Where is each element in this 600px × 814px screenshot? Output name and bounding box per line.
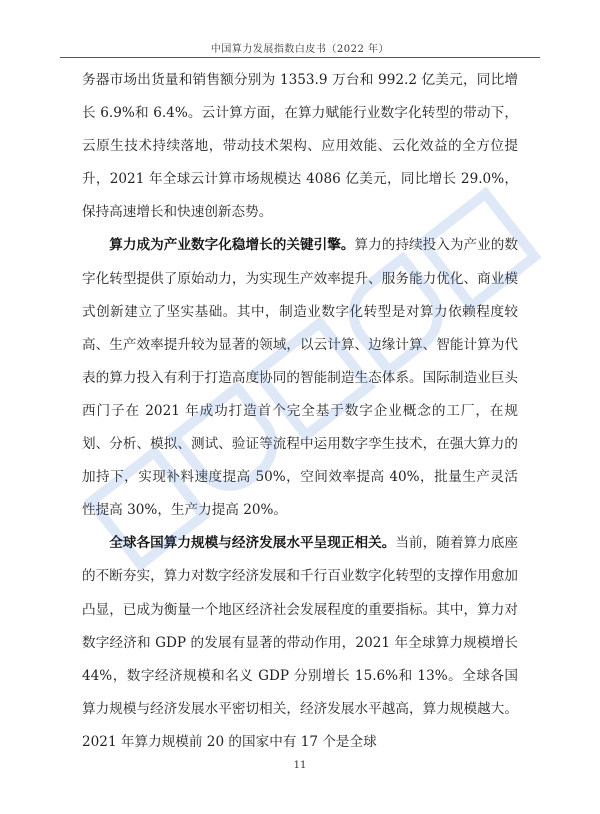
paragraph-2 xyxy=(82,229,518,527)
paragraph-2-text: 算力的持续投入为产业的数字化转型提供了原始动力，为实现生产效率提升、服务能力优化、商业模式创新建立了坚实基础。其中，制造业数字化转型是对算力依赖程度较高、生产效率提升较为显著的领域，以云计算、边缘计算、智能计算为代表的算力投入有利于打造高度协同的智能制造生态体系。国际制造业巨头西门子在 2021 年成功打造首个完全基于数字企业概念的工厂，在规划、分析、模拟、测试、验证等流程中运用数字孪生技术，在强大算力的加持下，实现补料速度提高 50%，空间效率提高 40%，批量生产灵活性提高 30%，生产力提高 20%。 xyxy=(82,237,519,519)
paragraph-1-text: 务器市场出货量和销售额分别为 1353.9 万台和 992.2 亿美元，同比增长 6.9%和 6.4%。云计算方面，在算力赋能行业数字化转型的带动下，云原生技术持续落地，带动技术架构、应用效能、云化效益的全方位提升，2021 年全球云计算市场规模达 4086 亿美元，同比增长 29.0%，保持高速增长和快速创新态势。 xyxy=(82,72,518,221)
paragraph-1 xyxy=(82,64,518,229)
paragraph-3 xyxy=(82,527,518,759)
body-text xyxy=(82,64,518,759)
paragraph-3-text: 当前，随着算力底座的不断夯实，算力对数字经济发展和千行百业数字化转型的支撑作用愈加凸显，已成为衡量一个地区经济社会发展程度的重要指标。其中，算力对数字经济和 GDP 的发展有显著的带动作用，2021 年全球算力规模增长 44%，数字经济规模和名义 GDP 分别增长 15.6%和 13%。全球各国算力规模与经济发展水平密切相关，经济发展水平越高，算力规模越大。2021 年算力规模前 20 的国家中有 17 个是全球 xyxy=(82,535,519,750)
running-header: 中国算力发展指数白皮书（2022 年） xyxy=(210,44,390,55)
paragraph-3-lead: 全球各国算力规模与经济发展水平呈现正相关。 xyxy=(109,535,396,552)
header-rule xyxy=(60,57,540,58)
page-number: 11 xyxy=(293,760,307,771)
paragraph-2-lead: 算力成为产业数字化稳增长的关键引擎。 xyxy=(109,237,355,254)
